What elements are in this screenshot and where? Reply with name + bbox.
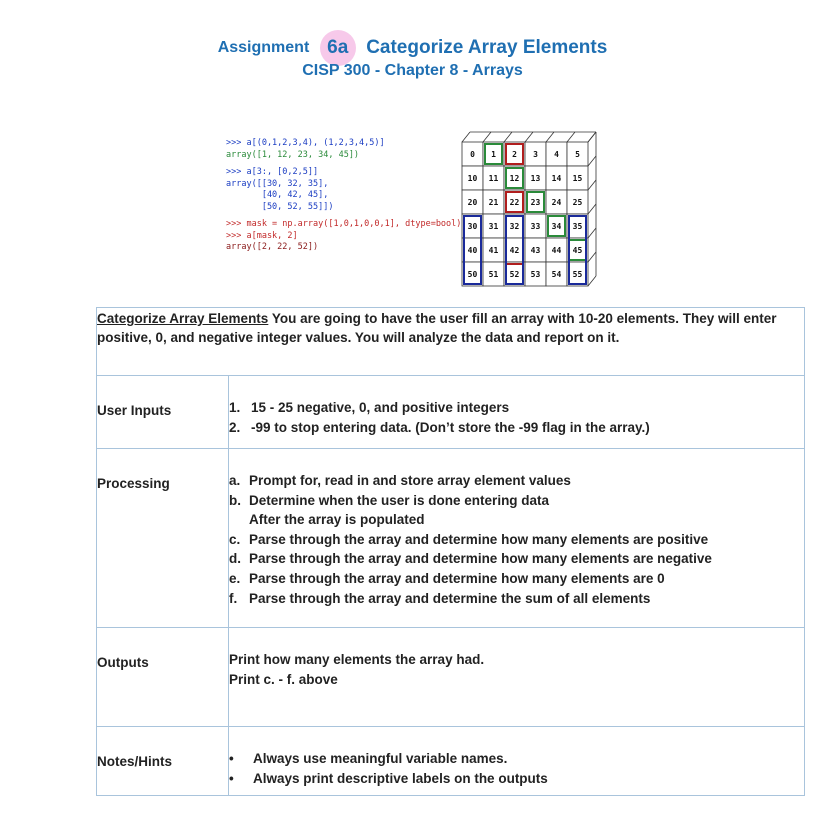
list-marker: c. (229, 531, 241, 547)
code-line: array([[30, 32, 35], (226, 178, 329, 189)
grid-depth-line (588, 180, 596, 190)
list-item (229, 549, 804, 569)
outputs-content (229, 628, 805, 727)
array-cell-value: 30 (467, 222, 478, 231)
array-cell-value: 55 (572, 270, 583, 279)
list-marker: b. (229, 492, 241, 508)
array-cell-value: 44 (551, 246, 562, 255)
grid-depth-line (588, 132, 596, 142)
code-block-2 (226, 167, 461, 213)
processing-label: Processing (97, 476, 170, 491)
outputs-label: Outputs (97, 655, 149, 670)
list-item (229, 398, 804, 418)
grid-depth-line (588, 204, 596, 214)
outputs-row (97, 628, 805, 727)
code-line: [50, 52, 55]]) (226, 201, 334, 212)
assignment-word: Assignment (217, 39, 310, 56)
code-sample (226, 138, 461, 260)
list-item-text: After the array is populated (249, 512, 425, 528)
list-item (229, 769, 804, 789)
notes-content (229, 727, 805, 796)
array-cell-value: 22 (509, 198, 520, 207)
output-line: Print c. - f. above (229, 671, 338, 687)
processing-content (229, 449, 805, 628)
list-item-text: Parse through the array and determine how many elements are positive (249, 531, 709, 547)
list-item (229, 530, 804, 550)
bullet-icon: • (229, 751, 234, 766)
array-cell-value: 42 (509, 246, 520, 255)
user-inputs-label-cell (97, 376, 229, 449)
list-marker: 1. (229, 400, 241, 415)
grid-depth-line (546, 132, 554, 142)
list-item (229, 491, 804, 511)
array-cell-value: 1 (491, 150, 496, 159)
intro-cell (97, 308, 805, 376)
array-cell-value: 3 (533, 150, 538, 159)
code-line: array([2, 22, 52]) (226, 242, 319, 252)
intro-heading: Categorize Array Elements (97, 311, 269, 326)
array-cell-value: 50 (467, 270, 478, 279)
grid-depth-line (525, 132, 533, 142)
array-cell-value: 33 (530, 222, 541, 231)
list-marker: 2. (229, 419, 241, 435)
list-item (229, 569, 804, 589)
notes-row (97, 727, 805, 796)
array-cell-value: 31 (488, 222, 499, 231)
grid-depth-line (462, 132, 470, 142)
grid-depth-line (483, 132, 491, 142)
list-marker: a. (229, 473, 241, 488)
list-item-text: 15 - 25 negative, 0, and positive integers (251, 400, 510, 415)
processing-row (97, 449, 805, 628)
code-line: array([1, 12, 23, 34, 45]) (226, 149, 360, 160)
array-cell-value: 0 (470, 150, 475, 159)
intro-row (97, 308, 805, 376)
array-cell-value: 12 (509, 174, 520, 183)
array-cell-value: 52 (509, 270, 520, 279)
array-cell-value: 51 (488, 270, 499, 279)
code-block-3 (226, 219, 461, 254)
code-line: [40, 42, 45], (226, 190, 329, 200)
list-item-text: Determine when the user is done entering data (249, 492, 550, 508)
assignment-name: Categorize Array Elements (366, 37, 608, 58)
array-cell-value: 2 (512, 150, 517, 159)
list-marker: d. (229, 551, 241, 567)
array-cell-value: 23 (530, 198, 541, 207)
list-item (229, 471, 804, 491)
list-marker: f. (229, 590, 238, 606)
array-cell-value: 43 (530, 246, 541, 255)
code-line: >>> a[(0,1,2,3,4), (1,2,3,4,5)] (226, 138, 385, 148)
array-cell-value: 20 (467, 198, 478, 207)
notes-list (229, 749, 804, 788)
course-subtitle: CISP 300 - Chapter 8 - Arrays (302, 62, 523, 79)
code-line: >>> mask = np.array([1,0,1,0,0,1], dtype=bool) (226, 219, 462, 229)
grid-depth-line (567, 132, 575, 142)
list-item-text: -99 to stop entering data. (Don’t store the -99 flag in the array.) (251, 419, 650, 435)
array-cell-value: 54 (551, 270, 562, 279)
array-grid-svg (458, 128, 603, 288)
grid-depth-line (588, 276, 596, 286)
list-marker: e. (229, 570, 241, 586)
array-cell-value: 15 (572, 174, 583, 183)
code-block-1 (226, 138, 461, 161)
processing-label-cell (97, 449, 229, 628)
processing-list (229, 471, 804, 608)
list-item-text: Prompt for, read in and store array element values (249, 473, 571, 488)
list-item (229, 589, 804, 609)
array-cell-value: 34 (551, 222, 562, 231)
outputs-label-cell (97, 628, 229, 727)
array-cell-value: 24 (551, 198, 562, 207)
array-cell-value: 5 (575, 150, 580, 159)
array-cell-value: 10 (467, 174, 478, 183)
array-cell-value: 11 (488, 174, 499, 183)
notes-label-cell (97, 727, 229, 796)
list-item-text: Always print descriptive labels on the outputs (253, 770, 548, 786)
array-cell-value: 32 (509, 222, 520, 231)
requirements-table (96, 307, 805, 796)
intro-text: You are going to have the user fill an array with 10-20 elements. They will enter positive, 0, and negative integer values. You will analyze the data and report on it. (97, 311, 777, 345)
array-cell-value: 40 (467, 246, 478, 255)
list-item-text: Parse through the array and determine how many elements are negative (249, 551, 712, 567)
code-line: >>> a[mask, 2] (226, 230, 298, 241)
array-cell-value: 13 (530, 174, 541, 183)
array-cell-value: 25 (572, 198, 583, 207)
user-inputs-list (229, 398, 804, 437)
notes-label: Notes/Hints (97, 754, 173, 769)
list-item-text: Parse through the array and determine how many elements are 0 (249, 570, 665, 586)
list-item (229, 749, 804, 769)
list-item (229, 418, 804, 438)
output-line: Print how many elements the array had. (229, 652, 485, 667)
array-grid-illustration (458, 128, 603, 288)
grid-depth-line (588, 156, 596, 166)
user-inputs-row (97, 376, 805, 449)
grid-depth-line (588, 228, 596, 238)
grid-depth-line (588, 252, 596, 262)
array-cell-value: 53 (530, 270, 541, 279)
grid-depth-line (504, 132, 512, 142)
code-line: >>> a[3:, [0,2,5]] (226, 167, 319, 177)
array-cell-value: 41 (488, 246, 499, 255)
list-item-text: Parse through the array and determine the sum of all elements (249, 590, 651, 606)
bullet-icon: • (229, 770, 234, 786)
array-cell-value: 4 (554, 150, 559, 159)
array-cell-value: 45 (572, 246, 583, 255)
list-item-text: Always use meaningful variable names. (253, 751, 508, 766)
user-inputs-content (229, 376, 805, 449)
list-item (229, 510, 804, 530)
array-cell-value: 21 (488, 198, 499, 207)
assignment-number-badge: 6a (320, 30, 356, 66)
array-cell-value: 14 (551, 174, 562, 183)
array-cell-value: 35 (572, 222, 583, 231)
assignment-title (0, 30, 825, 66)
user-inputs-label: User Inputs (97, 403, 172, 418)
